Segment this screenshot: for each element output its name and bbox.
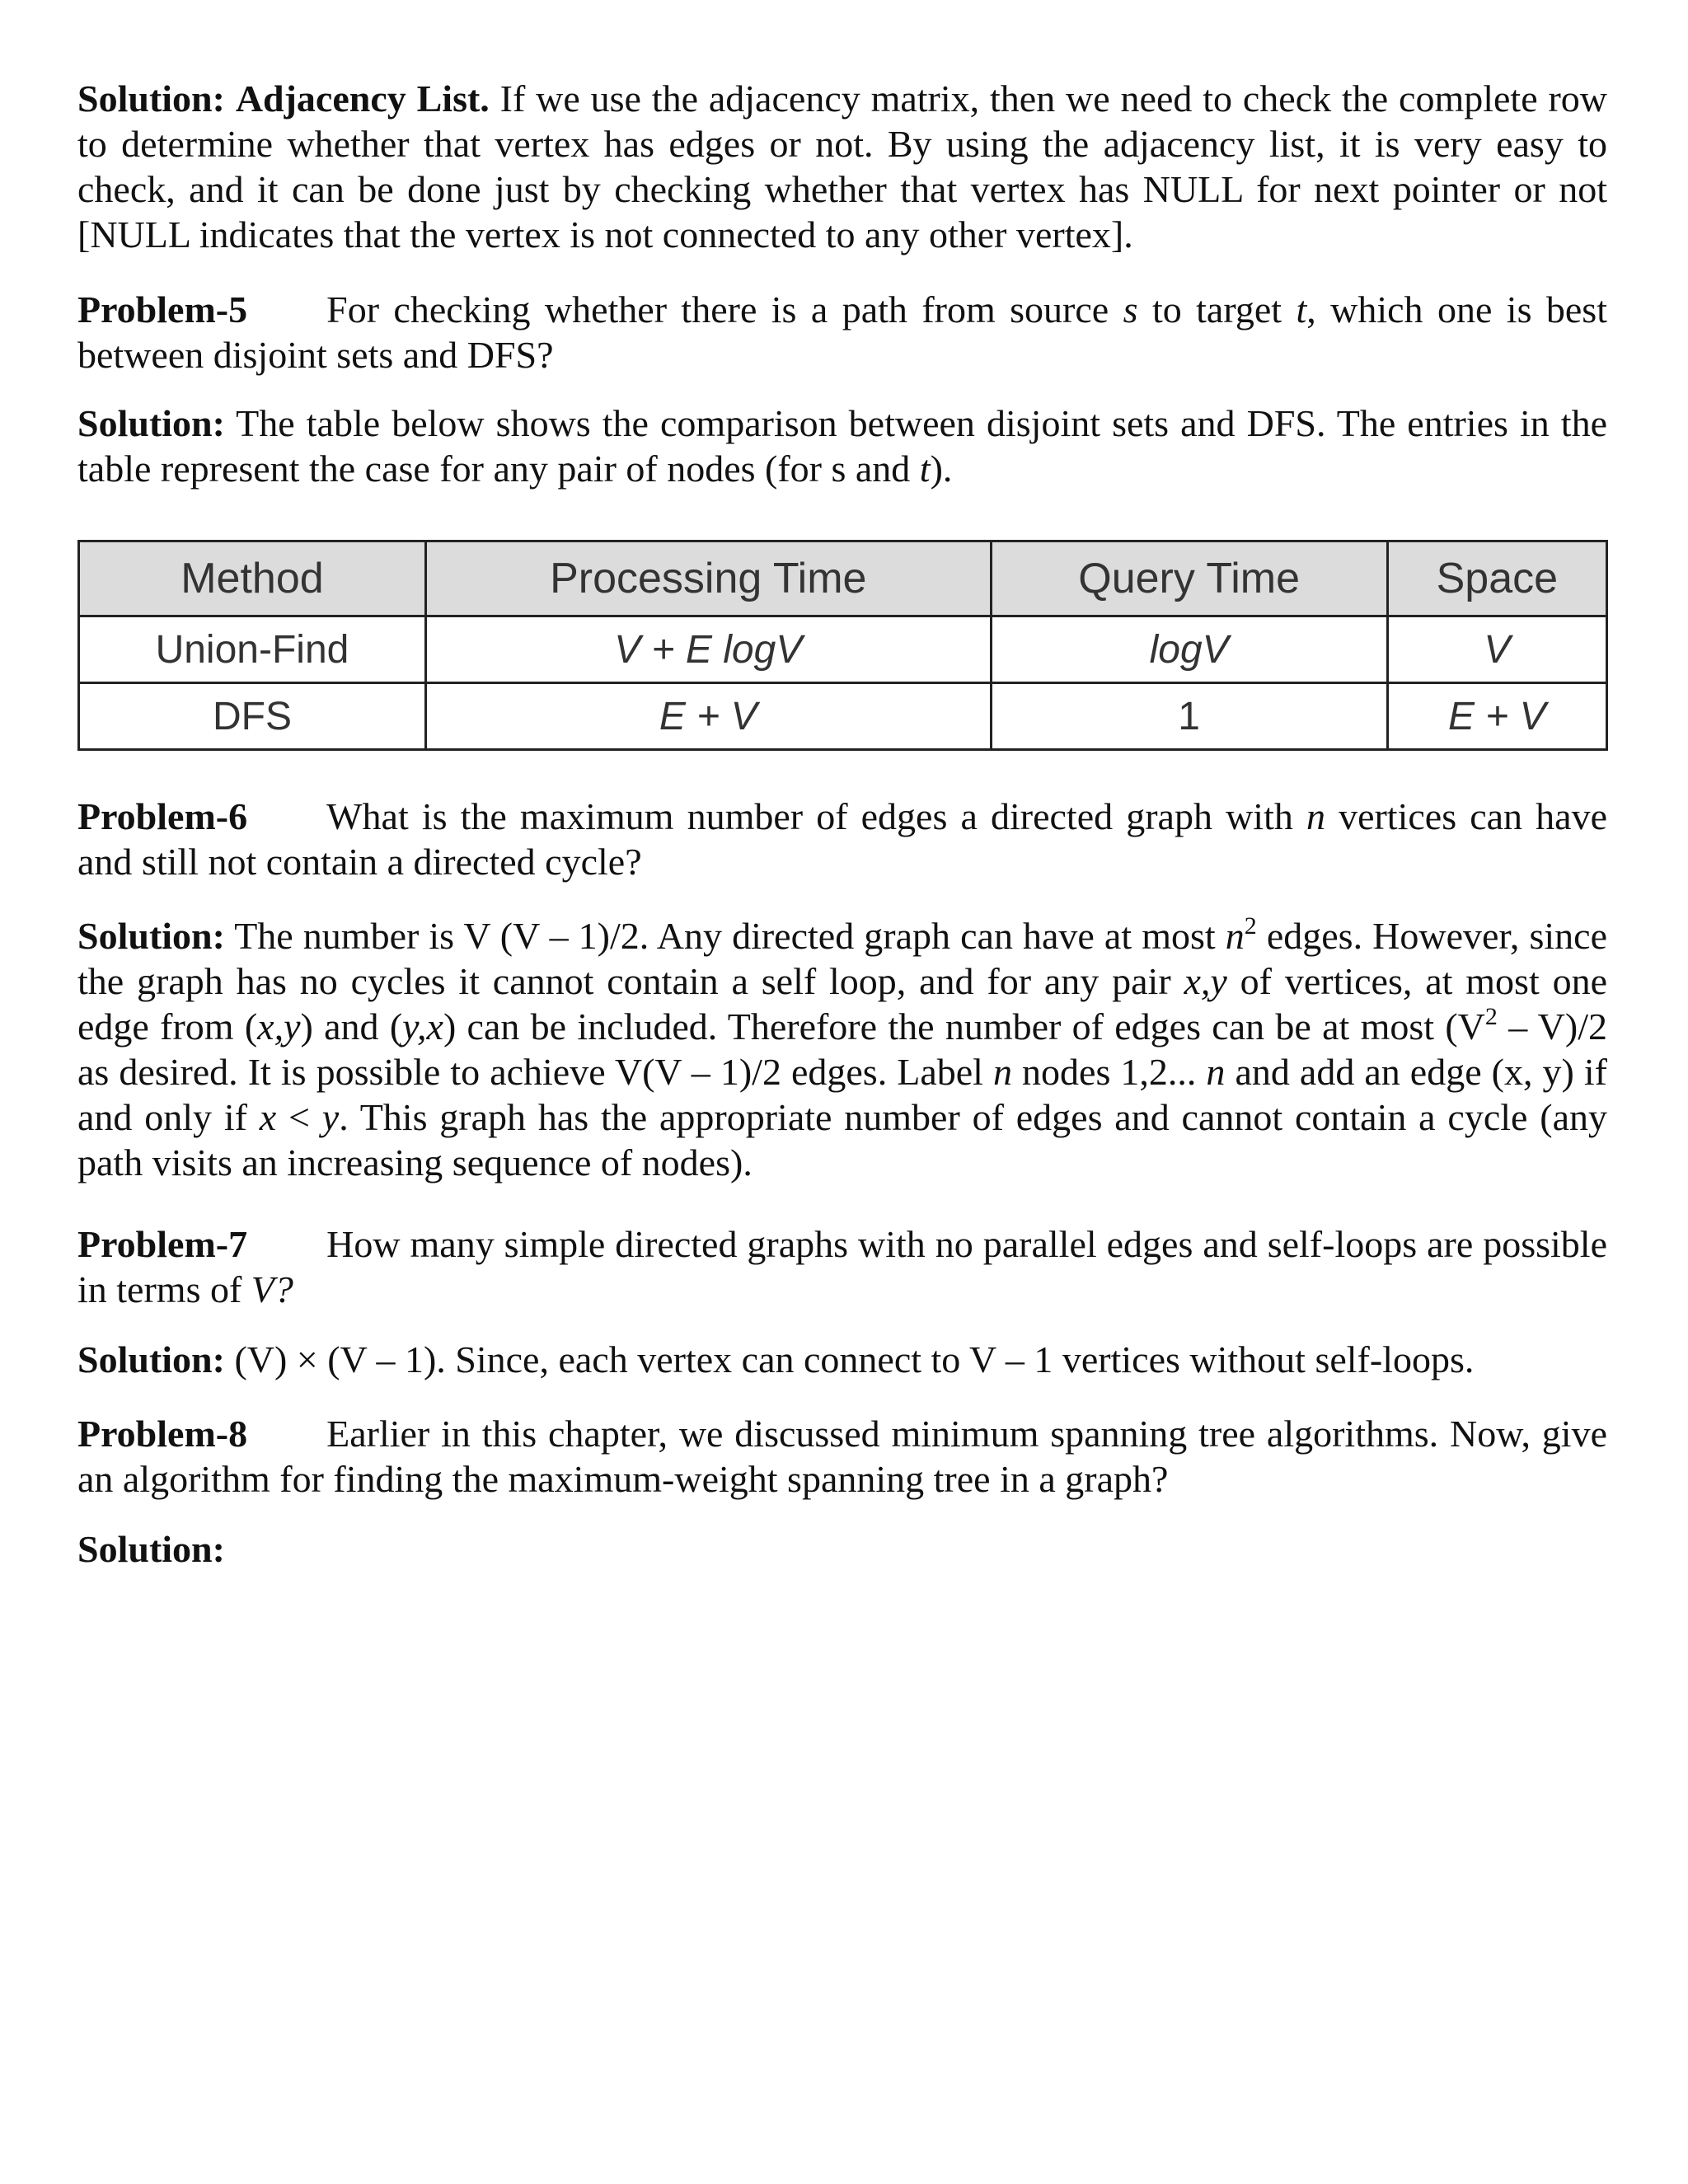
solution-text: edges. However, since the graph has no cycles it cannot contain a self loop, and for any pair — [77, 915, 1607, 1002]
var-n: n — [1225, 915, 1245, 957]
problem-text: What is the maximum number of edges a directed graph with — [326, 795, 1306, 837]
header-processing-time: Processing Time — [425, 541, 991, 616]
solution-adjacency-paragraph — [77, 76, 1607, 257]
problem-text: vertices can have and still not contain a directed cycle? — [77, 795, 1607, 883]
problem-text: Earlier in this chapter, we discussed minimum spanning tree algorithms. Now, give an algorithm for finding the maximum-weight spanning tree in a graph? — [77, 1413, 1607, 1500]
header-query-time: Query Time — [991, 541, 1387, 616]
problem-text: How many simple directed graphs with no parallel edges and self-loops are possible in terms of — [77, 1223, 1607, 1310]
solution-5 — [77, 401, 1607, 491]
solution-label: Solution: — [77, 915, 225, 957]
solution-label: Solution: — [77, 77, 225, 120]
solution-text: < — [276, 1096, 322, 1138]
table-row — [79, 616, 1607, 683]
problem-7 — [77, 1221, 1607, 1312]
solution-6 — [77, 913, 1607, 1185]
problem-text: to target — [1137, 288, 1296, 330]
superscript: 2 — [1484, 1003, 1498, 1030]
cell-processing-time: V + E logV — [425, 616, 991, 683]
solution-7 — [77, 1337, 1607, 1382]
cell-space: E + V — [1387, 683, 1606, 750]
var-t: t — [1296, 288, 1307, 330]
problem-label: Problem-7 — [77, 1223, 248, 1265]
solution-label: Solution: — [77, 1338, 225, 1380]
header-space: Space — [1387, 541, 1606, 616]
var-t: t — [919, 448, 931, 490]
var-xy: x,y — [257, 1005, 301, 1047]
var-n: n — [1206, 1051, 1226, 1093]
solution-text: – V)/2 as desired. It is possible to achieve V(V – 1)/2 edges. Label — [77, 1005, 1607, 1093]
var-n: n — [993, 1051, 1012, 1093]
cell-query-time: 1 — [991, 683, 1387, 750]
problem-text: , which one is best between disjoint sets and DFS? — [77, 288, 1607, 376]
solution-text: ). — [930, 448, 953, 490]
solution-text: nodes 1,2... — [1012, 1051, 1207, 1093]
var-y: y — [321, 1096, 340, 1138]
problem-label: Problem-5 — [77, 288, 248, 330]
solution-text: If we use the adjacency matrix, then we need to check the complete row to determine whether that vertex has edges or not. By using the adjacency list, it is very easy to check, and it can be done just by checking whether that vertex has NULL for next pointer or not [NULL indicates that the vertex is not connected to any other vertex]. — [77, 77, 1608, 255]
header-method: Method — [79, 541, 426, 616]
solution-label: Solution: — [77, 402, 225, 444]
solution-text: . This graph has the appropriate number of edges and cannot contain a cycle (any path visits an increasing sequence of nodes). — [77, 1096, 1608, 1183]
problem-6 — [77, 794, 1607, 884]
cell-query-time: logV — [991, 616, 1387, 683]
cell-method: DFS — [79, 683, 426, 750]
cell-method: Union-Find — [79, 616, 426, 683]
solution-text: The table below shows the comparison between disjoint sets and DFS. The entries in the table represent the case for any pair of nodes (for s and — [77, 402, 1607, 490]
var-n: n — [1306, 795, 1325, 837]
solution-text: ) and ( — [300, 1005, 403, 1047]
solution-text: (V) × (V – 1). Since, each vertex can connect to V – 1 vertices without self-loops. — [224, 1338, 1475, 1380]
var-v: V? — [251, 1268, 293, 1310]
solution-8 — [77, 1526, 1607, 1572]
problem-label: Problem-8 — [77, 1413, 248, 1455]
problem-label: Problem-6 — [77, 795, 248, 837]
problem-text: For checking whether there is a path from source — [326, 288, 1123, 330]
var-yx: y,x — [402, 1005, 443, 1047]
cell-processing-time: E + V — [425, 683, 991, 750]
solution-text: ) can be included. Therefore the number of edges can be at most (V — [443, 1005, 1485, 1047]
comparison-table — [77, 540, 1608, 751]
solution-title: Adjacency List. — [235, 77, 490, 120]
superscript: 2 — [1244, 912, 1257, 940]
solution-text: The number is V (V – 1)/2. Any directed graph can have at most — [224, 915, 1226, 957]
cell-space: V — [1387, 616, 1606, 683]
var-x: x — [259, 1096, 277, 1138]
solution-label: Solution: — [77, 1528, 225, 1570]
problem-8 — [77, 1411, 1607, 1502]
table-row — [79, 683, 1607, 750]
table-header-row — [79, 541, 1607, 616]
var-s: s — [1123, 288, 1138, 330]
var-xy: x,y — [1184, 960, 1227, 1002]
problem-5 — [77, 287, 1607, 377]
solution-text: and add an edge (x, y) if and only if — [77, 1051, 1607, 1138]
solution-text: of vertices, at most one edge from ( — [77, 960, 1607, 1047]
